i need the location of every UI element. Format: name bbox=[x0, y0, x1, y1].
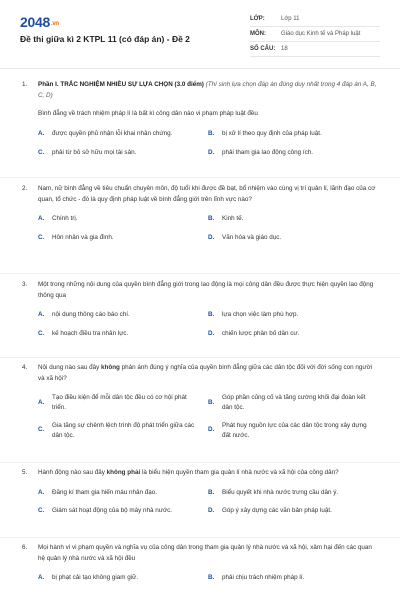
option-letter: B. bbox=[208, 215, 215, 223]
question-head bbox=[22, 80, 378, 101]
option-text: Hôn nhân và gia đình. bbox=[52, 234, 114, 242]
option-text: chiến lược phân bố dân cư. bbox=[222, 330, 300, 338]
meta-key: MÔN: bbox=[250, 31, 266, 37]
logo-text: 2048 bbox=[20, 14, 50, 30]
question-head bbox=[22, 543, 378, 564]
header-divider bbox=[0, 68, 400, 69]
option-letter: D. bbox=[208, 234, 215, 242]
option-text: Phát huy nguồn lực của các dân tộc trong xây dựng đất nước. bbox=[222, 421, 367, 439]
question-number: 4. bbox=[22, 364, 28, 371]
option-letter: A. bbox=[38, 488, 45, 496]
option-a[interactable] bbox=[38, 306, 208, 325]
section-note: (Thí sinh lựa chọn đáp án đúng duy nhất trong 4 đáp án A, B, C, D) bbox=[38, 81, 377, 99]
question-text: Bình đẳng về trách nhiệm pháp lí là bất kì công dân nào vi phạm pháp luật đều bbox=[38, 110, 258, 118]
options bbox=[38, 306, 378, 343]
option-d[interactable] bbox=[208, 229, 378, 248]
options bbox=[38, 569, 378, 588]
question-text: Nam, nữ bình đẳng về tiêu chuẩn chuyên môn, độ tuổi khi được đề bạt, bổ nhiệm vào cùng vị trí quản lí, lãnh đạo của cơ quan, tổ chức - đó là quy định pháp luật về bình đẳng giới trên lĩnh vực nào? bbox=[38, 185, 376, 203]
option-text: nội dung thông cáo báo chí. bbox=[52, 311, 130, 319]
option-text: Kinh tế. bbox=[222, 215, 244, 223]
emphasis-text: không phải bbox=[106, 469, 141, 476]
question-head bbox=[22, 184, 378, 205]
option-text: Gia tăng sự chênh lệch trình độ phát triển giữa các dân tộc. bbox=[52, 421, 195, 439]
option-a[interactable] bbox=[38, 484, 208, 503]
option-d[interactable] bbox=[208, 417, 378, 445]
option-a[interactable] bbox=[38, 389, 208, 417]
meta-row-class bbox=[250, 12, 380, 27]
option-text: phải từ bỏ sở hữu mọi tài sản. bbox=[52, 148, 137, 156]
question-text: Một trong những nội dung của quyền bình đẳng giới trong lao động là mọi công dân đều được thực hiện quyền lao động thông qua bbox=[38, 281, 374, 299]
option-letter: D. bbox=[208, 148, 215, 156]
meta-row-count bbox=[250, 42, 380, 57]
section-heading bbox=[38, 80, 378, 101]
option-letter: A. bbox=[38, 130, 45, 138]
option-text: Giám sát hoạt động của bộ máy nhà nước. bbox=[52, 507, 173, 515]
question-number: 1. bbox=[22, 81, 28, 88]
option-b[interactable] bbox=[208, 389, 378, 417]
option-d[interactable] bbox=[208, 325, 378, 344]
emphasis-text: không bbox=[101, 364, 120, 371]
question-head bbox=[22, 363, 378, 384]
meta-key: LỚP: bbox=[250, 16, 265, 22]
question-separator bbox=[0, 462, 400, 463]
option-b[interactable] bbox=[208, 306, 378, 325]
meta-table bbox=[250, 12, 380, 57]
option-letter: D. bbox=[208, 330, 215, 338]
question-number: 3. bbox=[22, 281, 28, 288]
page-header bbox=[0, 0, 400, 66]
question-number: 5. bbox=[22, 469, 28, 476]
option-text: bị phạt cải tạo không giam giữ. bbox=[52, 574, 139, 582]
option-text: Góp ý xây dựng các văn bản pháp luật. bbox=[222, 507, 332, 515]
option-letter: A. bbox=[38, 398, 45, 406]
question-text-part: Nội dung nào sau đây bbox=[38, 364, 102, 371]
option-letter: D. bbox=[208, 426, 215, 434]
option-a[interactable] bbox=[38, 125, 208, 144]
options bbox=[38, 389, 378, 444]
logo-suffix: .vn bbox=[50, 21, 59, 27]
option-letter: C. bbox=[38, 148, 45, 156]
question-number: 6. bbox=[22, 544, 28, 551]
option-letter: C. bbox=[38, 234, 45, 242]
site-logo[interactable] bbox=[20, 14, 59, 30]
option-letter: B. bbox=[208, 488, 215, 496]
option-c[interactable] bbox=[38, 325, 208, 344]
question-text-part: Hành động nào sau đây bbox=[38, 469, 107, 476]
option-letter: C. bbox=[38, 507, 45, 515]
question-text: Mọi hành vi vi phạm quyền và nghĩa vụ của công dân trong tham gia quản lý nhà nước và xã hội, xâm hại đến các quan hệ quản lý nhà nước và xã hội đều bbox=[38, 544, 372, 562]
option-a[interactable] bbox=[38, 210, 208, 229]
question-separator bbox=[0, 357, 400, 358]
option-letter: C. bbox=[38, 426, 45, 434]
question-separator bbox=[0, 177, 400, 178]
question-5 bbox=[22, 468, 378, 521]
meta-value: Lớp 11 bbox=[281, 16, 300, 22]
option-letter: B. bbox=[208, 130, 215, 138]
option-text: Góp phần củng cố và tăng cường khối đại đoàn kết dân tộc. bbox=[222, 394, 366, 412]
option-letter: D. bbox=[208, 507, 215, 515]
question-text-part: phản ánh đúng ý nghĩa của quyền bình đẳng giữa các dân tộc đối với đời sống con người và xã hội? bbox=[38, 364, 373, 382]
option-text: Biểu quyết khi nhà nước trưng cầu dân ý. bbox=[222, 488, 339, 496]
question-head bbox=[22, 280, 378, 301]
meta-value: Giáo dục Kinh tế và Pháp luật bbox=[281, 31, 361, 37]
option-d[interactable] bbox=[208, 502, 378, 521]
option-c[interactable] bbox=[38, 229, 208, 248]
question-3 bbox=[22, 280, 378, 344]
option-a[interactable] bbox=[38, 569, 208, 588]
option-text: kế hoạch điều tra nhân lực. bbox=[52, 330, 129, 338]
section-title: Phần I. TRẮC NGHIỆM NHIỀU SỰ LỰA CHỌN (3.0 điểm) bbox=[38, 81, 204, 88]
option-d[interactable] bbox=[208, 144, 378, 163]
option-b[interactable] bbox=[208, 210, 378, 229]
option-b[interactable] bbox=[208, 569, 378, 588]
option-letter: B. bbox=[208, 574, 215, 582]
question-stem bbox=[22, 109, 378, 120]
document-title: Đề thi giữa kì 2 KTPL 11 (có đáp án) - Đề 2 bbox=[20, 34, 190, 44]
option-text: Đăng kí tham gia hiến máu nhân đạo. bbox=[52, 488, 158, 496]
options bbox=[38, 484, 378, 521]
option-letter: A. bbox=[38, 311, 45, 319]
option-b[interactable] bbox=[208, 125, 378, 144]
option-text: lựa chọn việc làm phù hợp. bbox=[222, 311, 299, 319]
option-text: phải chịu trách nhiệm pháp lí. bbox=[222, 574, 305, 582]
question-separator bbox=[0, 537, 400, 538]
question-1 bbox=[22, 80, 378, 163]
option-c[interactable] bbox=[38, 417, 208, 445]
options bbox=[38, 210, 378, 247]
option-letter: B. bbox=[208, 398, 215, 406]
meta-key: SỐ CÂU: bbox=[250, 46, 276, 52]
option-text: phải tham gia lao động công ích. bbox=[222, 148, 314, 156]
question-head bbox=[22, 468, 378, 479]
option-letter: A. bbox=[38, 574, 45, 582]
question-separator bbox=[0, 273, 400, 274]
option-letter: A. bbox=[38, 215, 45, 223]
question-2 bbox=[22, 184, 378, 248]
option-text: Chính trị. bbox=[52, 215, 78, 223]
meta-value: 18 bbox=[281, 46, 288, 52]
question-text bbox=[38, 468, 378, 479]
option-letter: B. bbox=[208, 311, 215, 319]
option-text: bị xử lí theo quy định của pháp luật. bbox=[222, 130, 322, 138]
meta-row-subject bbox=[250, 27, 380, 42]
question-text bbox=[38, 363, 378, 384]
question-text-part: là biểu hiện quyền tham gia quản lí nhà nước và xã hội của công dân? bbox=[140, 469, 339, 476]
option-letter: C. bbox=[38, 330, 45, 338]
option-text: Tạo điều kiện để mỗi dân tộc đều có cơ hội phát triển. bbox=[52, 394, 187, 412]
options bbox=[38, 125, 378, 162]
question-number: 2. bbox=[22, 185, 28, 192]
question-4 bbox=[22, 363, 378, 444]
option-c[interactable] bbox=[38, 144, 208, 163]
option-text: Văn hóa và giáo dục. bbox=[222, 234, 282, 242]
option-b[interactable] bbox=[208, 484, 378, 503]
option-text: được quyền phủ nhận lỗi khai nhân chứng. bbox=[52, 130, 173, 138]
question-6 bbox=[22, 543, 378, 588]
option-c[interactable] bbox=[38, 502, 208, 521]
